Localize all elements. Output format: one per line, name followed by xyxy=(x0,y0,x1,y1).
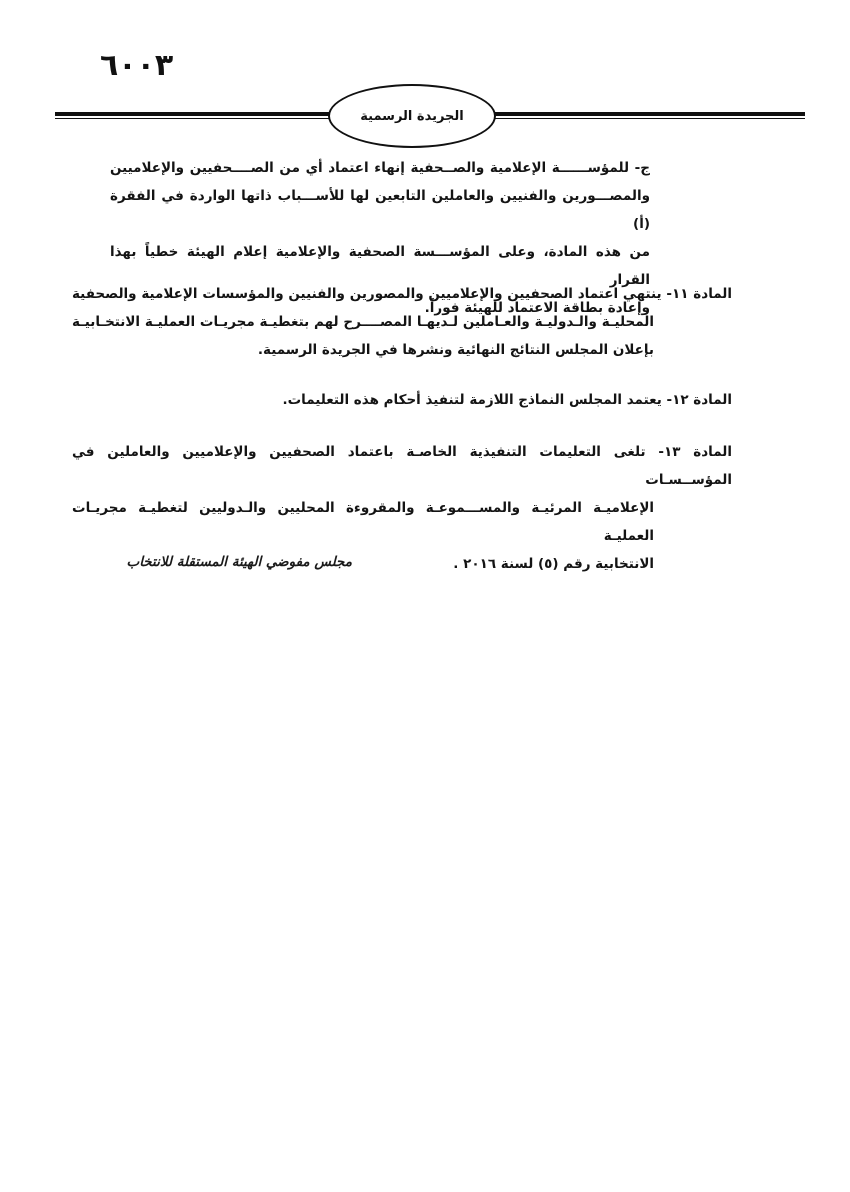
gazette-title-oval xyxy=(328,84,496,148)
article-11-line: بإعلان المجلس النتائج النهائية ونشرها في الجريدة الرسمية. xyxy=(257,342,654,358)
paragraph-j-line: والمصـــورين والفنيين والعاملين التابعين لها للأســـباب ذاتها الواردة في الفقرة (أ) xyxy=(110,188,650,232)
article-13-line: الانتخابية رقم (٥) لسنة ٢٠١٦ . xyxy=(453,556,654,572)
article-12-line: المادة ١٢- يعتمد المجلس النماذج اللازمة لتنفيذ أحكام هذه التعليمات. xyxy=(282,392,732,408)
paragraph-j-line: ج- للمؤســــــة الإعلامية والصــحفية إنهاء اعتماد أي من الصــــحفيين والإعلاميين xyxy=(110,160,650,176)
paragraph-j-line: وإعادة بطاقة الاعتماد للهيئة فوراً. xyxy=(424,300,650,316)
article-11-line: المادة ١١- ينتهي اعتماد الصحفيين والإعلاميين والمصورين والفنيين والمؤسسات الإعلامية والصحفية xyxy=(72,286,733,302)
paragraph-j-line: من هذه المادة، وعلى المؤســـسة الصحفية والإعلامية إعلام الهيئة خطياً بهذا القرار xyxy=(110,244,650,288)
article-11-line: المحليـة والـدوليـة والعـاملين لـديهـا المصــــرح لهم بتغطيـة مجريـات العمليـة الانتخـابيـة xyxy=(72,314,654,330)
gazette-title: الجريدة الرسمية xyxy=(360,108,464,124)
article-11 xyxy=(72,280,732,364)
page-number: ٦٠٠٣ xyxy=(100,48,174,83)
article-13-line: المادة ١٣- تلغى التعليمات التنفيذية الخاصـة باعتماد الصحفيين والإعلاميين والعاملين في المؤســسـات xyxy=(72,444,733,488)
article-12 xyxy=(72,386,732,414)
signature: مجلس مفوضي الهيئة المستقلة للانتخاب xyxy=(126,554,352,570)
article-13-line: الإعلاميـة المرئيـة والمســـموعـة والمقروءة المحليين والـدوليين لتغطيـة مجريـات العمليـة xyxy=(72,500,654,544)
